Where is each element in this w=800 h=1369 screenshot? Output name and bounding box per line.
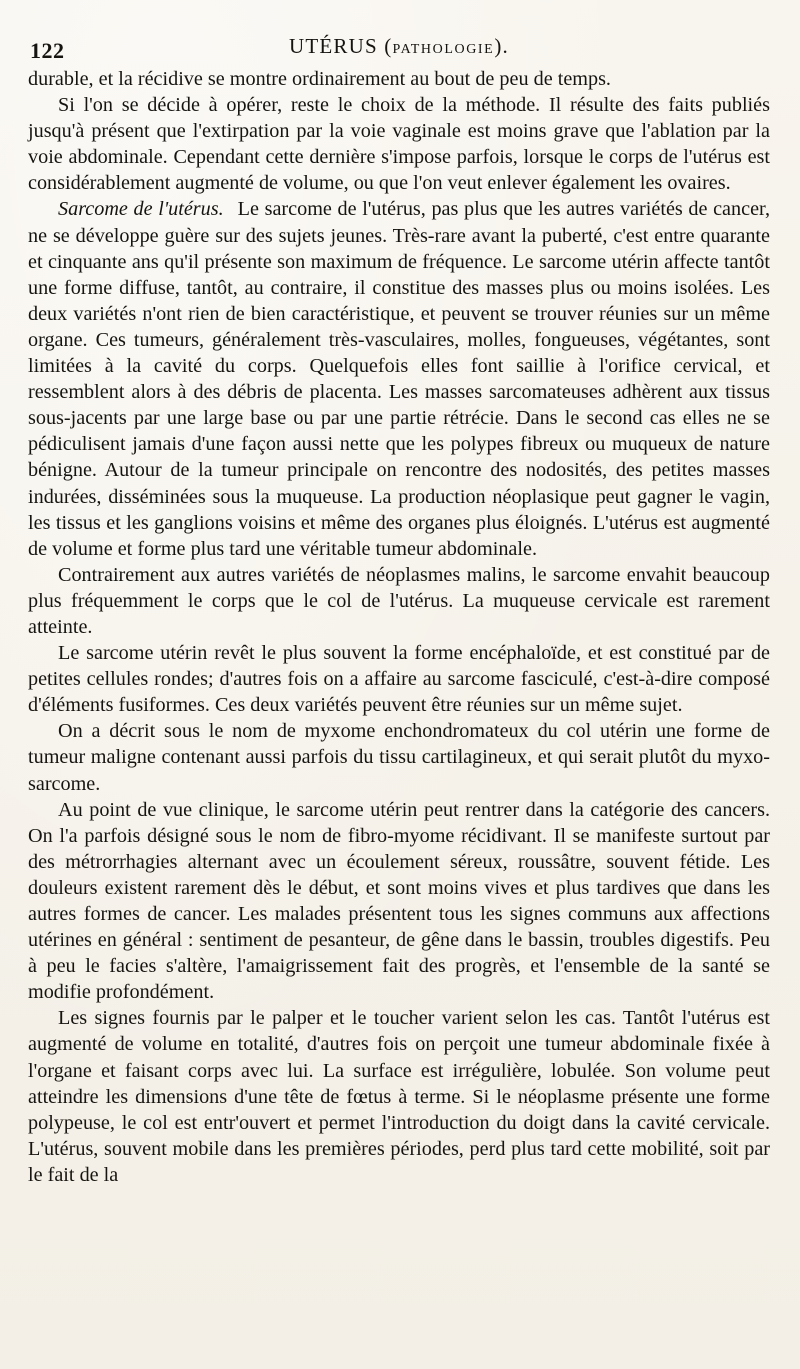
paragraph-3: [28, 196, 770, 561]
paragraph-7: Au point de vue clinique, le sarcome utérin peut rentrer dans la catégorie des cancers. On l'a parfois désigné sous le nom de fibro-myome récidivant. Il se manifeste surtout par des métrorrhagies alternant avec un écoulement séreux, roussâtre, souvent fétide. Les douleurs existent rarement dès le début, et sont moins vives et plus tardives que dans les autres formes de cancer. Les malades présentent tous les signes communs aux affections utérines en général : sentiment de pesanteur, de gêne dans le bassin, troubles digestifs. Peu à peu le facies s'altère, l'amaigrissement fait des progrès, et l'ensemble de la santé se modifie profondément.: [28, 798, 770, 1004]
paragraph-6: On a décrit sous le nom de myxome enchondromateux du col utérin une forme de tumeur maligne contenant aussi parfois du tissu cartilagineux, et qui serait plutôt du myxo-sarcome.: [28, 720, 770, 795]
running-head-main: UTÉRUS: [288, 34, 378, 58]
page-number: 122: [30, 38, 65, 63]
running-head-subtitle: PATHOLOGIE: [392, 42, 495, 57]
paragraph-4: Contrairement aux autres variétés de néoplasmes malins, le sarcome envahit beaucoup plus fréquemment le corps que le col de l'utérus. La muqueuse cervicale est rarement atteinte.: [28, 563, 770, 638]
paragraph-2: Si l'on se décide à opérer, reste le choix de la méthode. Il résulte des faits publiés jusqu'à présent que l'extirpation par la voie vaginale est moins grave que l'ablation par la voie abdominale. Cependant cette dernière s'impose parfois, lorsque le corps de l'utérus est considérablement augmenté de volume, ou que l'on veut enlever également les ovaires.: [28, 94, 770, 195]
running-head: [28, 34, 770, 59]
body-text: [28, 66, 770, 1188]
running-head-open: (: [377, 34, 393, 58]
running-head-close: ).: [494, 34, 509, 58]
paragraph-3-text: Le sarcome de l'utérus, pas plus que les autres variétés de cancer, ne se développe guère sur des sujets jeunes. Très-rare avant la puberté, c'est entre quarante et cinquante ans qu'il présente son maximum de fréquence. Le sarcome utérin affecte tantôt une forme diffuse, tantôt, au contraire, il constitue des masses plus ou moins isolées. Les deux variétés n'ont rien de bien caractéristique, et peuvent se trouver réunies sur un même organe. Ces tumeurs, généralement très-vasculaires, molles, fongueuses, végétantes, sont limitées à la cavité du corps. Quelquefois elles font saillie à l'orifice cervical, et ressemblent alors à des débris de placenta. Les masses sarcomateuses adhèrent aux tissus sous-jacents par une large base ou par une partie rétrécie. Dans le second cas elles ne se pédiculisent jamais d'une façon aussi nette que les polypes fibreux ou muqueux de nature bénigne. Autour de la tumeur principale on rencontre des nodosités, des petites masses indurées, disséminées sous la muqueuse. La production néoplasique peut gagner le vagin, les tissus et les ganglions voisins et même des organes plus éloignés. L'utérus est augmenté de volume et forme plus tard une véritable tumeur abdominale.: [28, 198, 770, 560]
paragraph-8: Les signes fournis par le palper et le toucher varient selon les cas. Tantôt l'utérus est augmenté de volume en totalité, d'autres fois on perçoit une tumeur abdominale fixée à l'organe et faisant corps avec lui. La surface est irrégulière, lobulée. Son volume peut atteindre les dimensions d'une tête de fœtus à terme. Si le néoplasme présente une forme polypeuse, le col est entr'ouvert et permet l'introduction du doigt dans la cavité cervicale. L'utérus, souvent mobile dans les premières périodes, perd plus tard cette mobilité, soit par le fait de la: [28, 1007, 770, 1186]
paragraph-1: durable, et la récidive se montre ordinairement au bout de peu de temps.: [28, 68, 611, 90]
section-heading-sarcome: Sarcome de l'utérus.: [58, 198, 224, 221]
paragraph-5: Le sarcome utérin revêt le plus souvent la forme encéphaloïde, et est constitué par de petites cellules rondes; d'autres fois on a affaire au sarcome fasciculé, c'est-à-dire composé d'éléments fusiformes. Ces deux variétés peuvent être réunies sur un même sujet.: [28, 642, 770, 717]
page-header: [28, 28, 770, 62]
